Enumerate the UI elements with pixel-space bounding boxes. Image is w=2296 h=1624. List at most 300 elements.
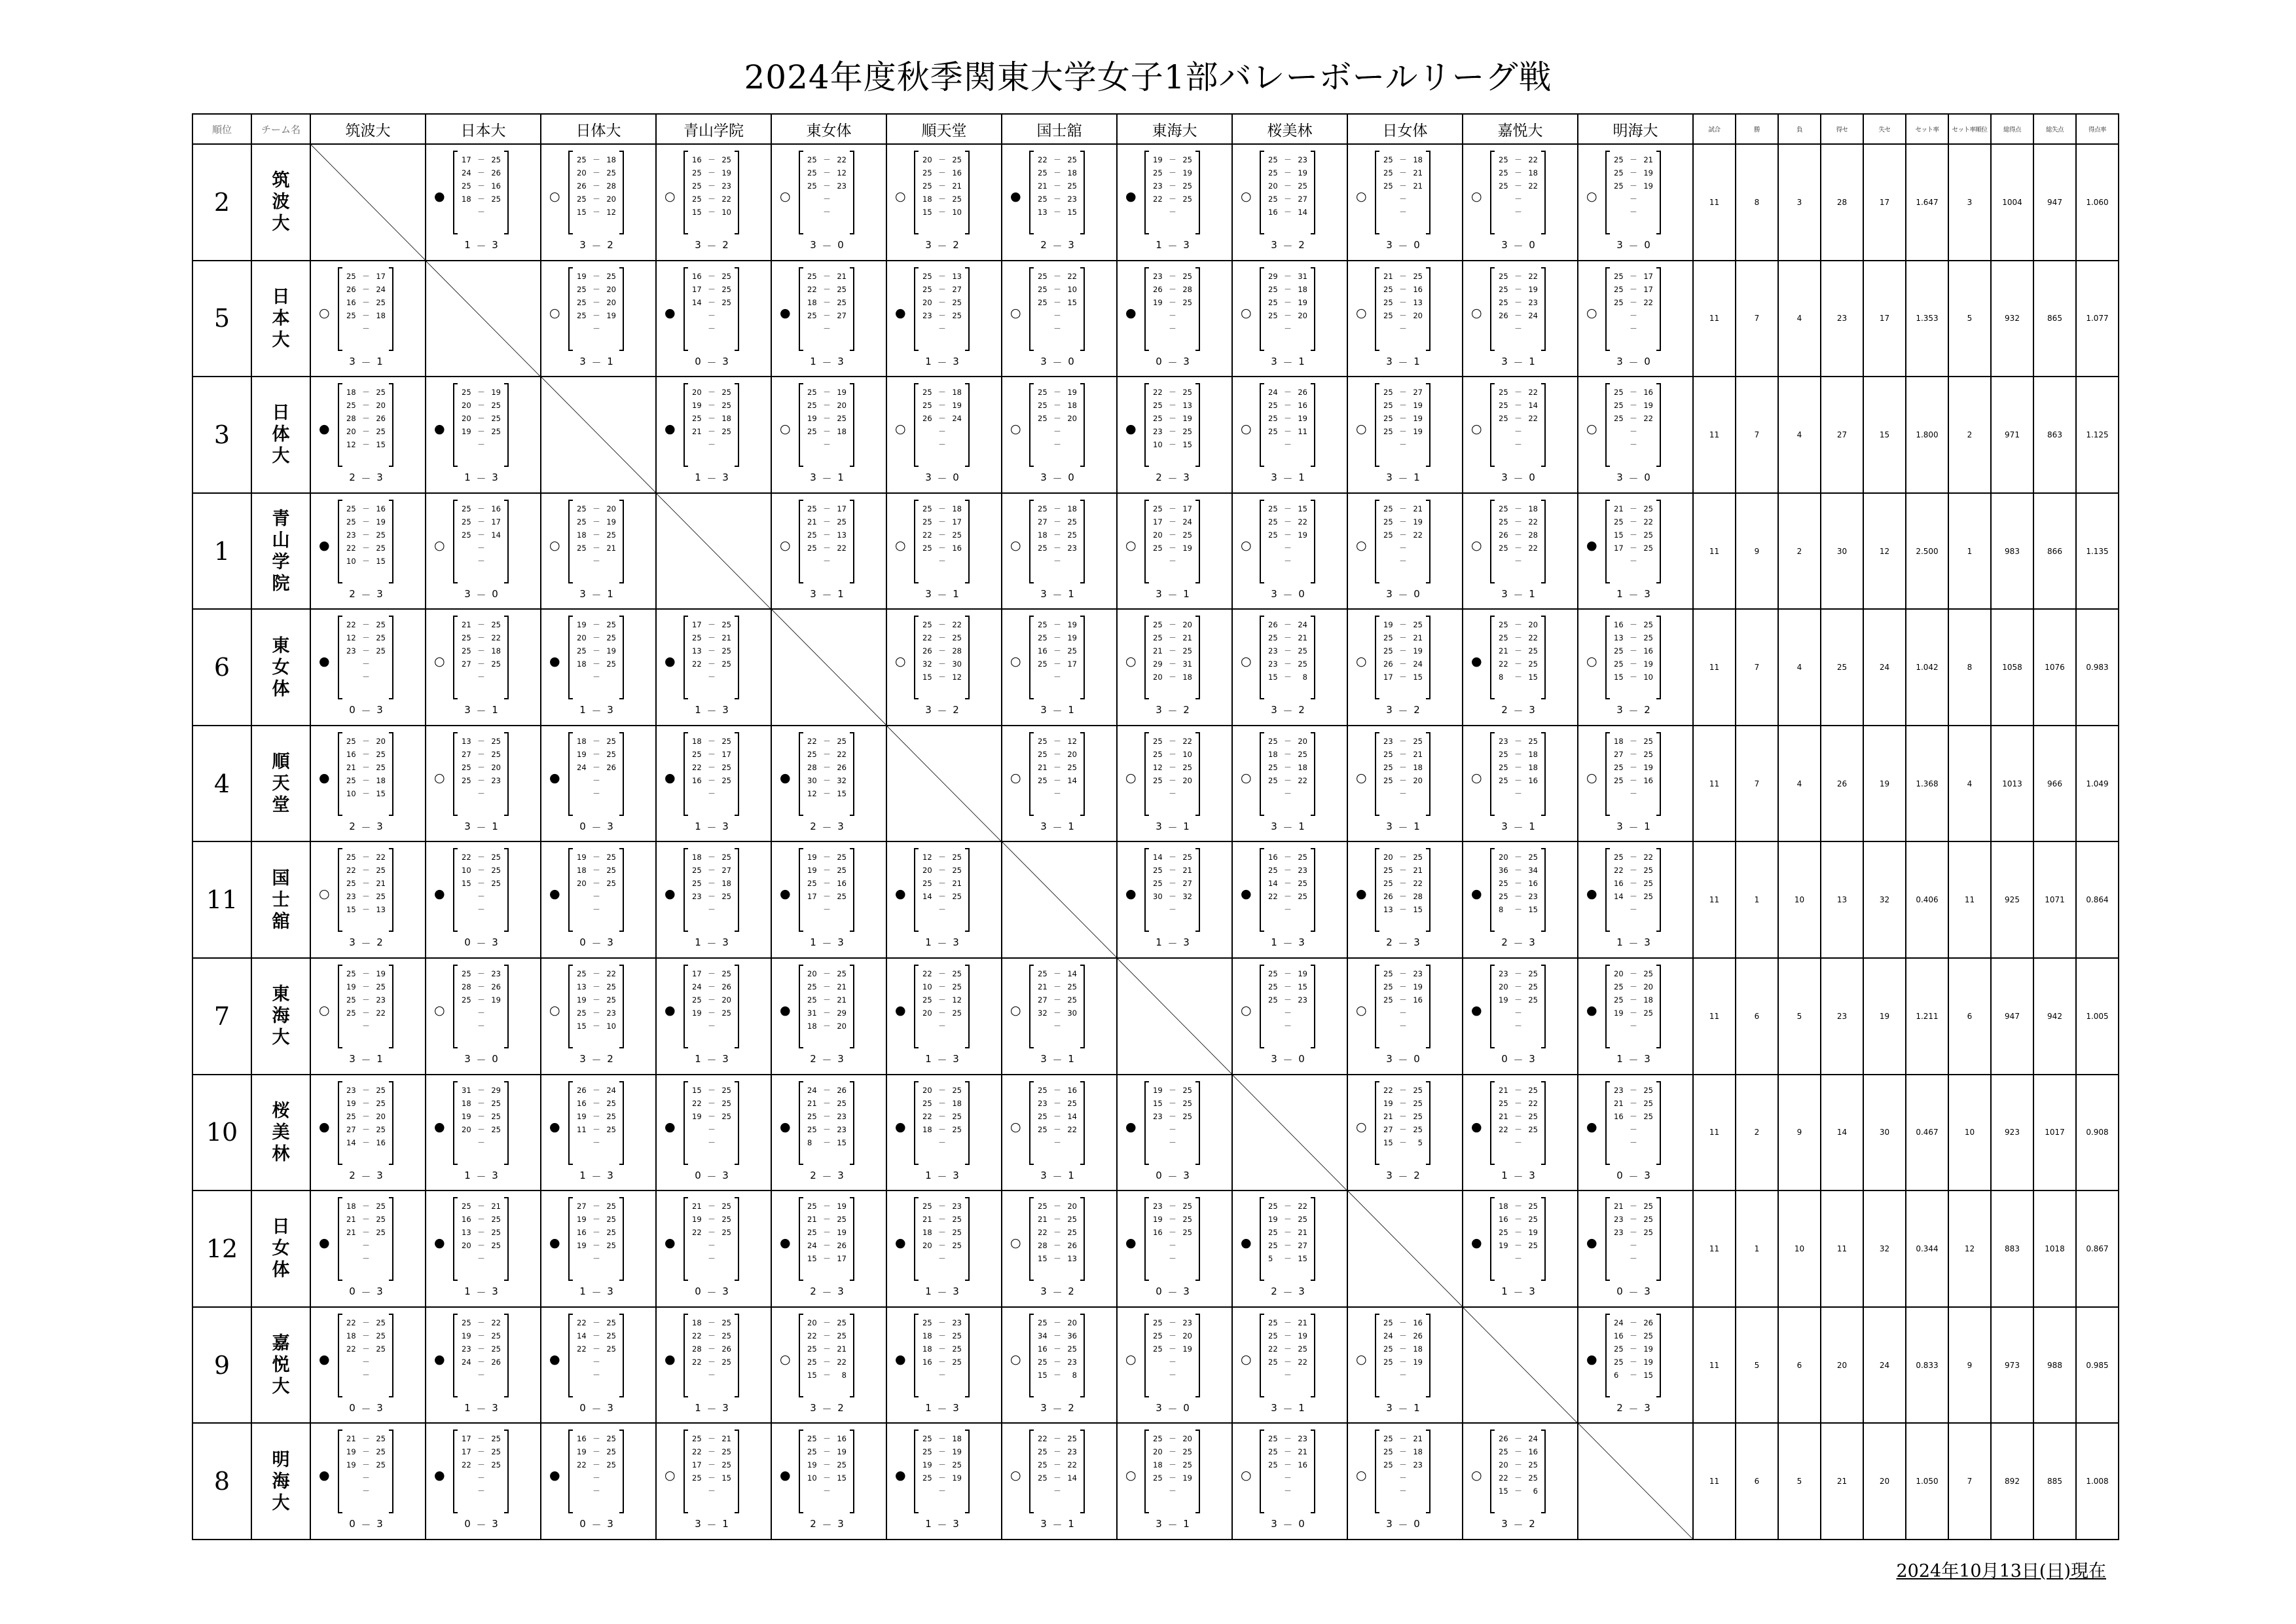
sets-lost: 3 <box>1183 471 1190 484</box>
total-dash: － <box>1167 1403 1178 1415</box>
set-scores <box>1383 735 1423 800</box>
match-total <box>807 1053 847 1067</box>
set-score-own: 12 <box>346 633 356 643</box>
set-score-line <box>922 631 962 644</box>
sets-lost: 3 <box>492 1169 498 1181</box>
loss-mark: ● <box>665 1236 676 1251</box>
total-dash: － <box>1167 589 1178 601</box>
sets-won: 3 <box>1271 1518 1277 1530</box>
set-score-opponent: 16 <box>1643 646 1653 656</box>
set-score-line <box>807 877 847 890</box>
set-scores <box>1268 1200 1307 1265</box>
team-name-cell <box>251 841 310 958</box>
total-dash: － <box>1398 1170 1408 1183</box>
set-score-dash: － <box>823 866 831 876</box>
set-score-own: 25 <box>462 504 471 513</box>
set-score-own: 13 <box>577 982 587 992</box>
left-bracket <box>1490 732 1495 816</box>
set-score-own: 28 <box>1038 1241 1048 1251</box>
set-score-own: 25 <box>922 1473 932 1483</box>
loss-mark: ● <box>1471 1236 1482 1251</box>
set-score-line <box>1383 1097 1423 1110</box>
set-score-own: 24 <box>462 168 471 177</box>
set-score-dash: － <box>592 556 600 566</box>
set-score-opponent: 25 <box>952 892 962 902</box>
set-score-dash: － <box>1169 556 1176 566</box>
set-score-line <box>807 1432 847 1445</box>
stat-cell: 21 <box>1821 1423 1863 1540</box>
set-score-line <box>1038 1110 1077 1123</box>
right-bracket <box>619 848 624 932</box>
stat-cell: 10 <box>1778 841 1821 958</box>
right-bracket <box>504 500 509 583</box>
total-dash: － <box>937 1287 947 1299</box>
set-scores <box>346 386 386 451</box>
set-score-dash: － <box>823 1124 831 1134</box>
set-scores <box>577 735 616 800</box>
set-score-dash: － <box>938 271 946 281</box>
left-bracket <box>568 267 573 351</box>
set-score-own: 25 <box>1268 1460 1278 1470</box>
total-dash: － <box>937 1170 947 1183</box>
set-score-own: 25 <box>1268 427 1278 437</box>
set-score-opponent: 26 <box>721 982 731 992</box>
set-score-line <box>346 1252 386 1265</box>
match-result-cell <box>1463 609 1578 726</box>
set-score-dash: － <box>362 1124 370 1134</box>
set-score-line <box>462 1252 501 1265</box>
set-score-line <box>1614 851 1653 864</box>
set-score-line <box>1038 528 1077 542</box>
set-score-opponent: 14 <box>1067 1473 1077 1483</box>
set-score-own: 25 <box>1614 284 1624 294</box>
set-score-opponent: 25 <box>952 530 962 540</box>
left-bracket <box>1375 151 1379 234</box>
set-score-dash: － <box>1169 440 1176 450</box>
set-score-dash: － <box>362 440 370 450</box>
set-score-own: 22 <box>462 853 471 862</box>
set-score-dash: － <box>708 1085 716 1095</box>
set-score-line <box>692 412 731 425</box>
set-score-opponent: 25 <box>1528 646 1538 656</box>
right-bracket <box>1080 732 1085 816</box>
sets-won: 1 <box>695 704 701 716</box>
set-score-own: 25 <box>1268 1241 1278 1251</box>
sets-won: 0 <box>349 704 355 716</box>
set-score-own: 25 <box>1038 736 1048 746</box>
set-score-opponent: 25 <box>1182 297 1192 307</box>
set-score-dash: － <box>938 414 946 424</box>
set-score-dash: － <box>1053 440 1061 450</box>
set-score-opponent: 25 <box>376 297 386 307</box>
set-score-opponent: 25 <box>1067 155 1077 164</box>
set-score-line <box>692 787 731 800</box>
loss-mark: ● <box>319 1236 330 1251</box>
sets-lost: 3 <box>953 1285 959 1298</box>
set-score-line <box>1268 644 1307 657</box>
set-score-line <box>1614 206 1653 219</box>
set-score-own: 13 <box>1383 905 1393 915</box>
set-score-opponent: 25 <box>1067 1228 1077 1238</box>
set-score-line <box>1614 1252 1653 1265</box>
total-dash: － <box>591 1403 602 1415</box>
set-score-opponent: 25 <box>721 646 731 656</box>
total-dash: － <box>1167 1519 1178 1532</box>
stat-cell: 0.867 <box>2076 1190 2119 1307</box>
team-name-char: 大 <box>272 329 290 350</box>
set-score-opponent: 25 <box>1182 1085 1192 1095</box>
loss-mark: ● <box>1125 422 1137 437</box>
set-score-line <box>1153 206 1192 219</box>
left-bracket <box>338 965 342 1048</box>
set-score-line <box>577 774 616 787</box>
set-score-own: 25 <box>1153 401 1163 411</box>
set-score-dash: － <box>362 1318 370 1327</box>
set-score-line <box>462 1084 501 1097</box>
left-bracket <box>568 732 573 816</box>
set-score-line <box>462 671 501 684</box>
set-score-dash: － <box>1399 427 1407 437</box>
sets-lost: 0 <box>1068 355 1074 367</box>
set-score-dash: － <box>708 323 716 333</box>
set-score-own: 18 <box>462 1098 471 1108</box>
set-score-own: 25 <box>1038 775 1048 785</box>
loss-mark: ● <box>319 770 330 785</box>
stat-cell: 1058 <box>1991 609 2033 726</box>
set-score-dash: － <box>1399 323 1407 333</box>
set-score-dash: － <box>1169 271 1176 281</box>
sets-lost: 3 <box>376 1285 383 1298</box>
set-score-opponent: 25 <box>952 1331 962 1340</box>
set-score-dash: － <box>1630 517 1637 526</box>
set-score-line <box>577 1226 616 1239</box>
stat-cell: 942 <box>2033 958 2076 1075</box>
set-scores <box>922 1432 962 1498</box>
total-dash: － <box>822 240 832 252</box>
set-score-dash: － <box>1284 905 1292 915</box>
set-score-dash: － <box>592 892 600 902</box>
set-score-dash: － <box>1169 646 1176 656</box>
left-bracket <box>1260 383 1264 467</box>
match-result-cell <box>1232 493 1347 610</box>
set-score-line <box>577 542 616 555</box>
set-score-own: 18 <box>577 530 587 540</box>
match-total <box>346 936 386 950</box>
set-score-opponent: 15 <box>1067 297 1077 307</box>
set-score-own: 25 <box>1383 284 1393 294</box>
sets-won: 0 <box>1156 355 1162 367</box>
set-score-dash: － <box>1053 168 1061 177</box>
set-score-line <box>577 1084 616 1097</box>
stat-cell: 15 <box>1863 377 1906 493</box>
set-score-opponent: 26 <box>1067 1241 1077 1251</box>
match-result-cell <box>886 1307 1002 1424</box>
left-bracket <box>453 1197 458 1281</box>
set-score-own: 22 <box>1383 1085 1393 1095</box>
set-score-dash: － <box>1169 1228 1176 1238</box>
match-total <box>1383 821 1423 834</box>
set-scores <box>1038 1084 1077 1149</box>
set-score-line <box>922 1252 962 1265</box>
set-score-line <box>692 1445 731 1458</box>
set-score-opponent: 14 <box>1298 208 1307 217</box>
team-row <box>192 958 2119 1075</box>
set-score-line <box>462 206 501 219</box>
stat-cell: 0.406 <box>1906 841 1948 958</box>
set-score-own: 25 <box>462 517 471 526</box>
set-score-own: 31 <box>807 1008 817 1018</box>
right-bracket <box>619 1197 624 1281</box>
set-score-dash: － <box>1514 762 1522 772</box>
match-total <box>346 356 386 369</box>
set-score-own: 16 <box>346 749 356 759</box>
set-score-line <box>1499 399 1538 412</box>
set-score-opponent: 25 <box>491 401 501 411</box>
set-score-dash: － <box>938 1085 946 1095</box>
match-total <box>1383 1402 1423 1416</box>
set-score-opponent: 17 <box>837 504 847 513</box>
sets-lost: 3 <box>1183 936 1190 949</box>
set-scores <box>1038 386 1077 451</box>
set-score-own: 25 <box>346 995 356 1005</box>
right-bracket <box>735 1430 739 1513</box>
set-score-line <box>462 877 501 890</box>
team-name-char: 体 <box>272 1260 290 1281</box>
set-score-dash: － <box>1169 1124 1176 1134</box>
set-score-line <box>692 179 731 193</box>
total-dash: － <box>591 821 602 834</box>
set-score-own: 25 <box>1038 1202 1048 1211</box>
set-score-own: 21 <box>807 1215 817 1225</box>
right-bracket <box>735 1314 739 1397</box>
set-score-dash: － <box>592 1357 600 1367</box>
set-score-opponent: 25 <box>837 1098 847 1108</box>
set-score-own: 21 <box>346 1228 356 1238</box>
set-score-dash: － <box>1169 323 1176 333</box>
left-bracket <box>683 965 688 1048</box>
left-bracket <box>1490 965 1495 1048</box>
set-score-line <box>922 206 962 219</box>
set-score-dash: － <box>477 1434 485 1444</box>
set-score-dash: － <box>1169 401 1176 411</box>
loss-mark: ● <box>1010 189 1021 204</box>
loss-mark: ● <box>895 1468 906 1483</box>
set-score-line <box>807 309 847 322</box>
sets-won: 0 <box>1616 1169 1623 1181</box>
set-score-opponent: 25 <box>721 1098 731 1108</box>
set-scores <box>1268 618 1307 684</box>
match-total <box>807 239 847 253</box>
set-score-dash: － <box>708 995 716 1005</box>
set-score-own: 15 <box>1038 1254 1048 1264</box>
set-score-dash: － <box>477 892 485 902</box>
set-score-line <box>1038 1097 1077 1110</box>
set-score-line <box>692 386 731 399</box>
set-score-line <box>1383 528 1423 542</box>
sets-won: 3 <box>1501 239 1508 251</box>
set-score-own: 25 <box>1038 543 1048 553</box>
set-score-line <box>1499 412 1538 425</box>
set-score-line <box>577 528 616 542</box>
win-mark: ○ <box>1356 770 1367 785</box>
set-score-opponent: 20 <box>606 297 616 307</box>
set-score-own: 16 <box>577 1228 587 1238</box>
set-score-dash: － <box>1399 543 1407 553</box>
match-result-cell <box>1347 377 1463 493</box>
set-score-dash: － <box>592 1111 600 1121</box>
set-score-opponent: 28 <box>1182 284 1192 294</box>
set-score-opponent: 15 <box>1413 673 1423 682</box>
match-result-cell <box>310 377 426 493</box>
set-score-own: 22 <box>692 1331 702 1340</box>
set-score-line <box>1038 1356 1077 1369</box>
sets-won: 2 <box>349 820 355 832</box>
set-score-opponent: 17 <box>376 271 386 281</box>
set-score-opponent: 25 <box>837 892 847 902</box>
set-scores <box>1383 1432 1423 1498</box>
left-bracket <box>338 848 342 932</box>
total-dash: － <box>1283 1054 1293 1067</box>
left-bracket <box>1260 848 1264 932</box>
win-mark: ○ <box>434 654 445 669</box>
set-score-opponent: 26 <box>491 1357 501 1367</box>
sets-lost: 1 <box>1298 820 1305 832</box>
set-score-own: 19 <box>462 427 471 437</box>
set-score-dash: － <box>1399 271 1407 281</box>
sets-won: 3 <box>1156 587 1162 600</box>
rank-header: 順位 <box>192 114 251 144</box>
set-score-dash: － <box>592 297 600 307</box>
set-score-dash: － <box>823 414 831 424</box>
set-score-own: 25 <box>807 1357 817 1367</box>
set-score-dash: － <box>1053 1447 1061 1457</box>
match-total <box>462 239 501 253</box>
team-name-char: 東 <box>272 635 290 656</box>
match-result-cell <box>886 1190 1002 1307</box>
set-score-dash: － <box>1399 905 1407 915</box>
sets-lost: 3 <box>722 1169 729 1181</box>
set-score-dash: － <box>1630 1008 1637 1018</box>
set-score-own: 25 <box>1383 1344 1393 1354</box>
set-score-line <box>1268 542 1307 555</box>
left-bracket <box>1605 1197 1610 1281</box>
set-score-dash: － <box>1053 297 1061 307</box>
set-score-line <box>1499 1200 1538 1213</box>
set-score-opponent: 25 <box>606 866 616 876</box>
match-total <box>1153 471 1192 485</box>
set-score-line <box>922 555 962 568</box>
self-match-cell <box>656 493 771 610</box>
set-score-line <box>922 1213 962 1226</box>
set-score-opponent: 25 <box>606 1111 616 1121</box>
set-score-own: 25 <box>1153 633 1163 643</box>
match-total <box>577 1285 616 1299</box>
set-score-own: 25 <box>1499 892 1508 902</box>
set-score-line <box>1038 1239 1077 1252</box>
set-score-line <box>1153 425 1192 438</box>
set-score-dash: － <box>823 181 831 191</box>
right-bracket <box>1080 1314 1085 1397</box>
set-score-dash: － <box>938 995 946 1005</box>
set-score-own: 25 <box>1499 1228 1508 1238</box>
set-score-own: 25 <box>1499 775 1508 785</box>
set-score-line <box>1383 542 1423 555</box>
set-score-own: 15 <box>692 1085 702 1095</box>
set-score-line <box>692 166 731 179</box>
set-score-dash: － <box>823 1098 831 1108</box>
set-score-dash: － <box>1169 208 1176 217</box>
set-score-line <box>1153 787 1192 800</box>
set-score-line <box>1499 980 1538 993</box>
left-bracket <box>1375 1081 1379 1165</box>
set-score-dash: － <box>1169 181 1176 191</box>
set-score-own: 25 <box>1268 1202 1278 1211</box>
set-score-own: 26 <box>1499 530 1508 540</box>
right-bracket <box>619 965 624 1048</box>
total-dash: － <box>1167 705 1178 718</box>
set-score-dash: － <box>1053 1085 1061 1095</box>
set-scores <box>1383 1084 1423 1149</box>
loss-mark: ● <box>665 1352 676 1367</box>
sets-won: 1 <box>925 1169 932 1181</box>
set-score-opponent: 15 <box>1298 1254 1307 1264</box>
set-score-opponent: 25 <box>1182 1460 1192 1470</box>
left-bracket <box>1375 1430 1379 1513</box>
set-score-dash: － <box>592 155 600 164</box>
set-score-opponent: 25 <box>606 1241 616 1251</box>
set-score-line <box>1383 748 1423 761</box>
set-score-line <box>346 1485 386 1498</box>
right-bracket <box>1541 500 1546 583</box>
set-score-dash: － <box>1284 388 1292 397</box>
set-score-dash: － <box>1284 310 1292 320</box>
sets-lost: 0 <box>1644 239 1650 251</box>
set-score-dash: － <box>477 517 485 526</box>
right-bracket <box>1311 1430 1315 1513</box>
set-score-opponent: 25 <box>721 762 731 772</box>
team-name-char: 山 <box>272 530 290 551</box>
set-score-own: 25 <box>346 1111 356 1121</box>
sets-lost: 3 <box>376 471 383 484</box>
team-name-char: 桜 <box>272 1100 290 1121</box>
match-total <box>1614 1285 1653 1299</box>
left-bracket <box>1375 965 1379 1048</box>
set-score-opponent: 12 <box>837 168 847 177</box>
set-score-dash: － <box>1630 323 1637 333</box>
set-score-dash: － <box>1169 310 1176 320</box>
set-score-dash: － <box>1399 155 1407 164</box>
set-score-opponent: 25 <box>952 969 962 979</box>
set-score-line <box>577 1200 616 1213</box>
set-score-own: 23 <box>1153 181 1163 191</box>
sets-lost: 3 <box>376 1401 383 1414</box>
match-total <box>1499 1285 1538 1299</box>
left-bracket <box>1605 267 1610 351</box>
match-result-cell <box>771 1075 886 1191</box>
set-score-own: 25 <box>1268 1357 1278 1367</box>
set-score-line <box>1038 179 1077 193</box>
set-score-dash: － <box>477 414 485 424</box>
set-score-dash: － <box>1169 504 1176 513</box>
match-result-cell <box>886 377 1002 493</box>
match-total <box>807 471 847 485</box>
set-score-opponent: 24 <box>1182 517 1192 526</box>
set-score-own: 25 <box>1499 1447 1508 1457</box>
set-scores <box>1268 270 1307 335</box>
match-total <box>577 239 616 253</box>
set-score-line <box>1153 555 1192 568</box>
sets-lost: 3 <box>953 1518 959 1530</box>
